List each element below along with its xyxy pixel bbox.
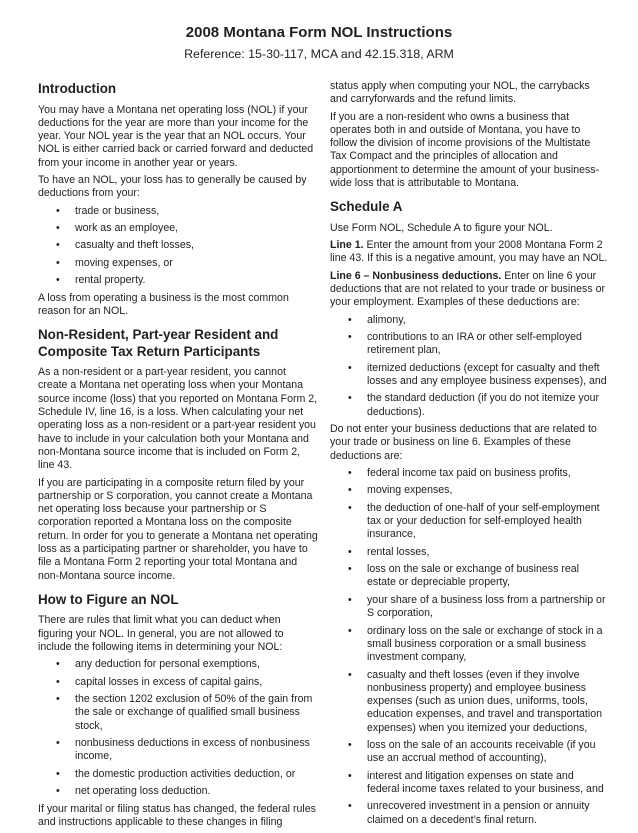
schedule-a-heading: Schedule A: [330, 199, 403, 215]
list-item: • the standard deduction (if you do not itemize your deductions).: [330, 392, 608, 419]
page-title: 2008 Montana Form NOL Instructions: [185, 24, 453, 41]
nonresident-paragraph-2: If you are participating in a composite return filed by your partnership or S corporation, you cannot create a Montana net operating loss because your partnership or S corporation reported a Montana loss on the composite return. In order for you to generate a Montana net operating loss as a participating partner or shareholder, you have to file a Montana Form 2 reporting your total Montana and non-Montana source income.: [38, 476, 318, 582]
list-item: • ordinary loss on the sale or exchange of stock in a small business corporation or a small business investment company,: [330, 625, 608, 665]
reference-line: Reference: 15-30-117, MCA and 42.15.318, ARM: [184, 47, 454, 61]
line-6-label: Line 6 – Nonbusiness deductions.: [330, 269, 502, 282]
list-item: • unrecovered investment in a pension or annuity claimed on a decedent’s final return.: [330, 800, 608, 827]
line-6-text: Enter on line 6 your deductions that are not related to your trade or business or your employment. Examples of these deductions are:: [330, 269, 606, 309]
do-not-enter-paragraph: Do not enter your business deductions that are related to your trade or business on line 6. Examples of these deductions are:: [330, 423, 597, 462]
line-1-paragraph: [330, 239, 608, 266]
list-item: • work as an employee,: [38, 222, 318, 235]
list-item: • moving expenses,: [330, 484, 608, 497]
list-item: • the deduction of one-half of your self-employment tax or your deduction for self-employed health insurance,: [330, 502, 608, 542]
intro-paragraph-2: To have an NOL, your loss has to generally be caused by deductions from your:: [38, 173, 307, 200]
list-item: • loss on the sale or exchange of business real estate or depreciable property,: [330, 563, 608, 590]
list-item: • the domestic production activities deduction, or: [38, 768, 318, 781]
multistate-paragraph: If you are a non-resident who owns a business that operates both in and outside of Montana, you have to follow the division of income provisions of the Multistate Tax Compact and the principles of allocation and apportionment to determine the amount of your business-wide loss that is attributable to Montana.: [330, 110, 600, 190]
list-item: • net operating loss deduction.: [38, 785, 318, 798]
nonbusiness-deductions-list: [330, 314, 608, 419]
schedule-a-paragraph: Use Form NOL, Schedule A to figure your NOL.: [330, 221, 553, 234]
list-item: • your share of a business loss from a partnership or S corporation,: [330, 594, 608, 621]
business-deductions-list: [330, 467, 608, 827]
list-item: • itemized deductions (except for casualty and theft losses and any employee business expenses), and: [330, 362, 608, 389]
list-item: • capital losses in excess of capital gains,: [38, 676, 318, 689]
nonresident-paragraph-1: As a non-resident or a part-year resident, you cannot create a Montana net operating loss when your Montana source income (loss) that you reported on Montana Form 2, Schedule IV, line 16, is a loss. When calculating your net operating loss as a non-resident or a part-year resident you have to include in your calculation both your Montana and non-Montana source income that is included on Form 2, line 43.: [38, 366, 318, 472]
line-6-paragraph: [330, 270, 608, 310]
excluded-items-list: [38, 658, 318, 798]
list-item: • rental losses,: [330, 546, 608, 559]
nonresident-heading: Non-Resident, Part-year Resident and Composite Tax Return Participants: [38, 327, 279, 359]
list-item: • interest and litigation expenses on state and federal income taxes related to your business, and: [330, 770, 608, 797]
list-item: • casualty and theft losses (even if they involve nonbusiness property) and employee business expenses (such as union dues, uniforms, tools, education expenses, and travel and transportation expenses) when you itemized your deductions,: [330, 669, 608, 735]
intro-list: [38, 205, 318, 288]
line-1-text: Enter the amount from your 2008 Montana Form 2 line 43. If this is a negative amount, you may have an NOL.: [330, 239, 608, 265]
figure-nol-heading: How to Figure an NOL: [38, 591, 179, 607]
list-item: • alimony,: [330, 314, 608, 327]
list-item: • loss on the sale of an accounts receivable (if you use an accrual method of accounting),: [330, 739, 608, 766]
introduction-heading: Introduction: [38, 81, 117, 96]
figure-nol-paragraph-2: If your marital or filing status has changed, the federal rules and instructions applicable to these changes in filing: [38, 802, 316, 828]
list-item: • casualty and theft losses,: [38, 239, 318, 252]
continued-paragraph: status apply when computing your NOL, the carrybacks and carryforwards and the refund limits.: [330, 80, 590, 106]
list-item: • rental property.: [38, 274, 318, 287]
list-item: • federal income tax paid on business profits,: [330, 467, 608, 480]
list-item: • the section 1202 exclusion of 50% of the gain from the sale or exchange of qualified small business stock,: [38, 693, 318, 733]
list-item: • trade or business,: [38, 205, 318, 218]
figure-nol-paragraph-1: There are rules that limit what you can deduct when figuring your NOL. In general, you are not allowed to include the following items in determining your NOL:: [38, 614, 284, 653]
line-1-label: Line 1.: [330, 239, 364, 252]
list-item: • nonbusiness deductions in excess of nonbusiness income,: [38, 737, 318, 764]
list-item: • contributions to an IRA or other self-employed retirement plan,: [330, 331, 608, 358]
left-column: [38, 81, 318, 833]
intro-paragraph-3: A loss from operating a business is the most common reason for an NOL.: [38, 291, 289, 317]
list-item: • moving expenses, or: [38, 257, 318, 270]
intro-paragraph-1: You may have a Montana net operating loss (NOL) if your deductions for the year are more than your income for the year. Your NOL year is the year that an NOL occurs. Your NOL is either carried back or carried forward and deducted from your income in another year or years.: [38, 103, 314, 169]
right-column: [330, 80, 608, 831]
list-item: • any deduction for personal exemptions,: [38, 658, 318, 671]
